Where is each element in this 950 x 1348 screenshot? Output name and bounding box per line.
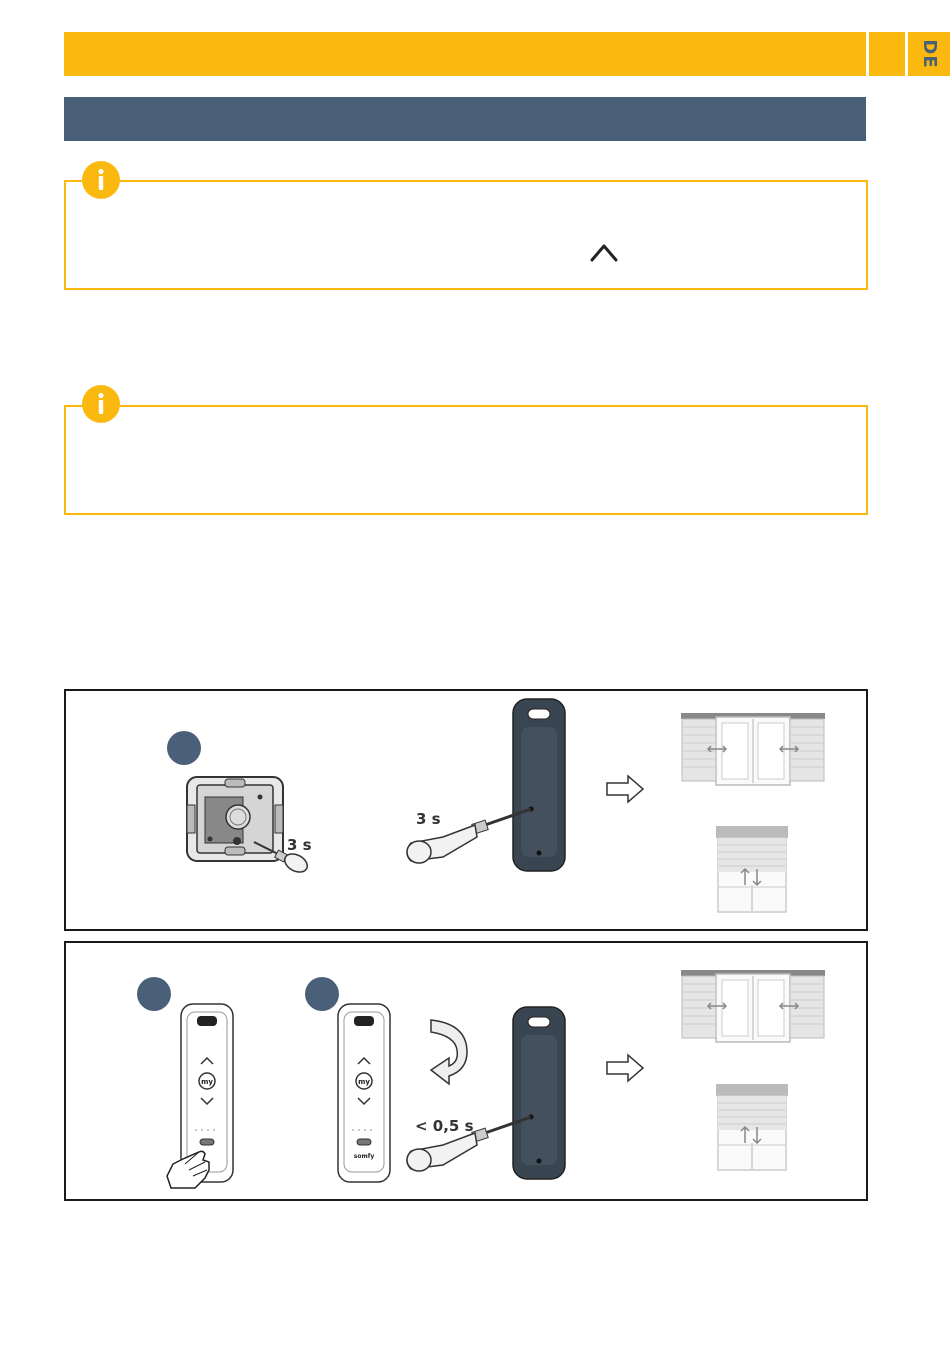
info-note-2 [64,405,868,515]
language-tab[interactable] [908,32,950,76]
language-tab-label: DE [919,39,940,69]
info-icon [82,385,120,423]
remote-hand-press-icon [165,1002,245,1194]
step-marker [305,977,339,1011]
header-bar [64,32,866,76]
info-icon [82,161,120,199]
roller-blind-window-icon [715,1083,789,1171]
remote-my-label: my [358,1078,370,1086]
remote-back-screwdriver-icon [403,1005,573,1183]
arrow-right-icon [606,1054,644,1082]
shutters-window-icon [680,711,826,786]
remote-front-icon [337,1002,391,1186]
duration-label: 3 s [287,836,312,854]
step-marker [167,731,201,765]
chevron-up-icon [588,240,620,266]
arrow-right-icon [606,775,644,803]
duration-label: < 0,5 s [415,1117,474,1135]
section-title-bar [64,97,866,141]
remote-my-label: my [201,1078,213,1086]
shutters-window-icon [680,968,826,1043]
remote-brand-label: somfy [353,1153,375,1160]
header-bar-tab [869,32,905,76]
remote-back-screwdriver-icon [403,697,573,875]
duration-label: 3 s [416,810,441,828]
info-note-1 [64,180,868,290]
roller-blind-window-icon [715,825,789,913]
